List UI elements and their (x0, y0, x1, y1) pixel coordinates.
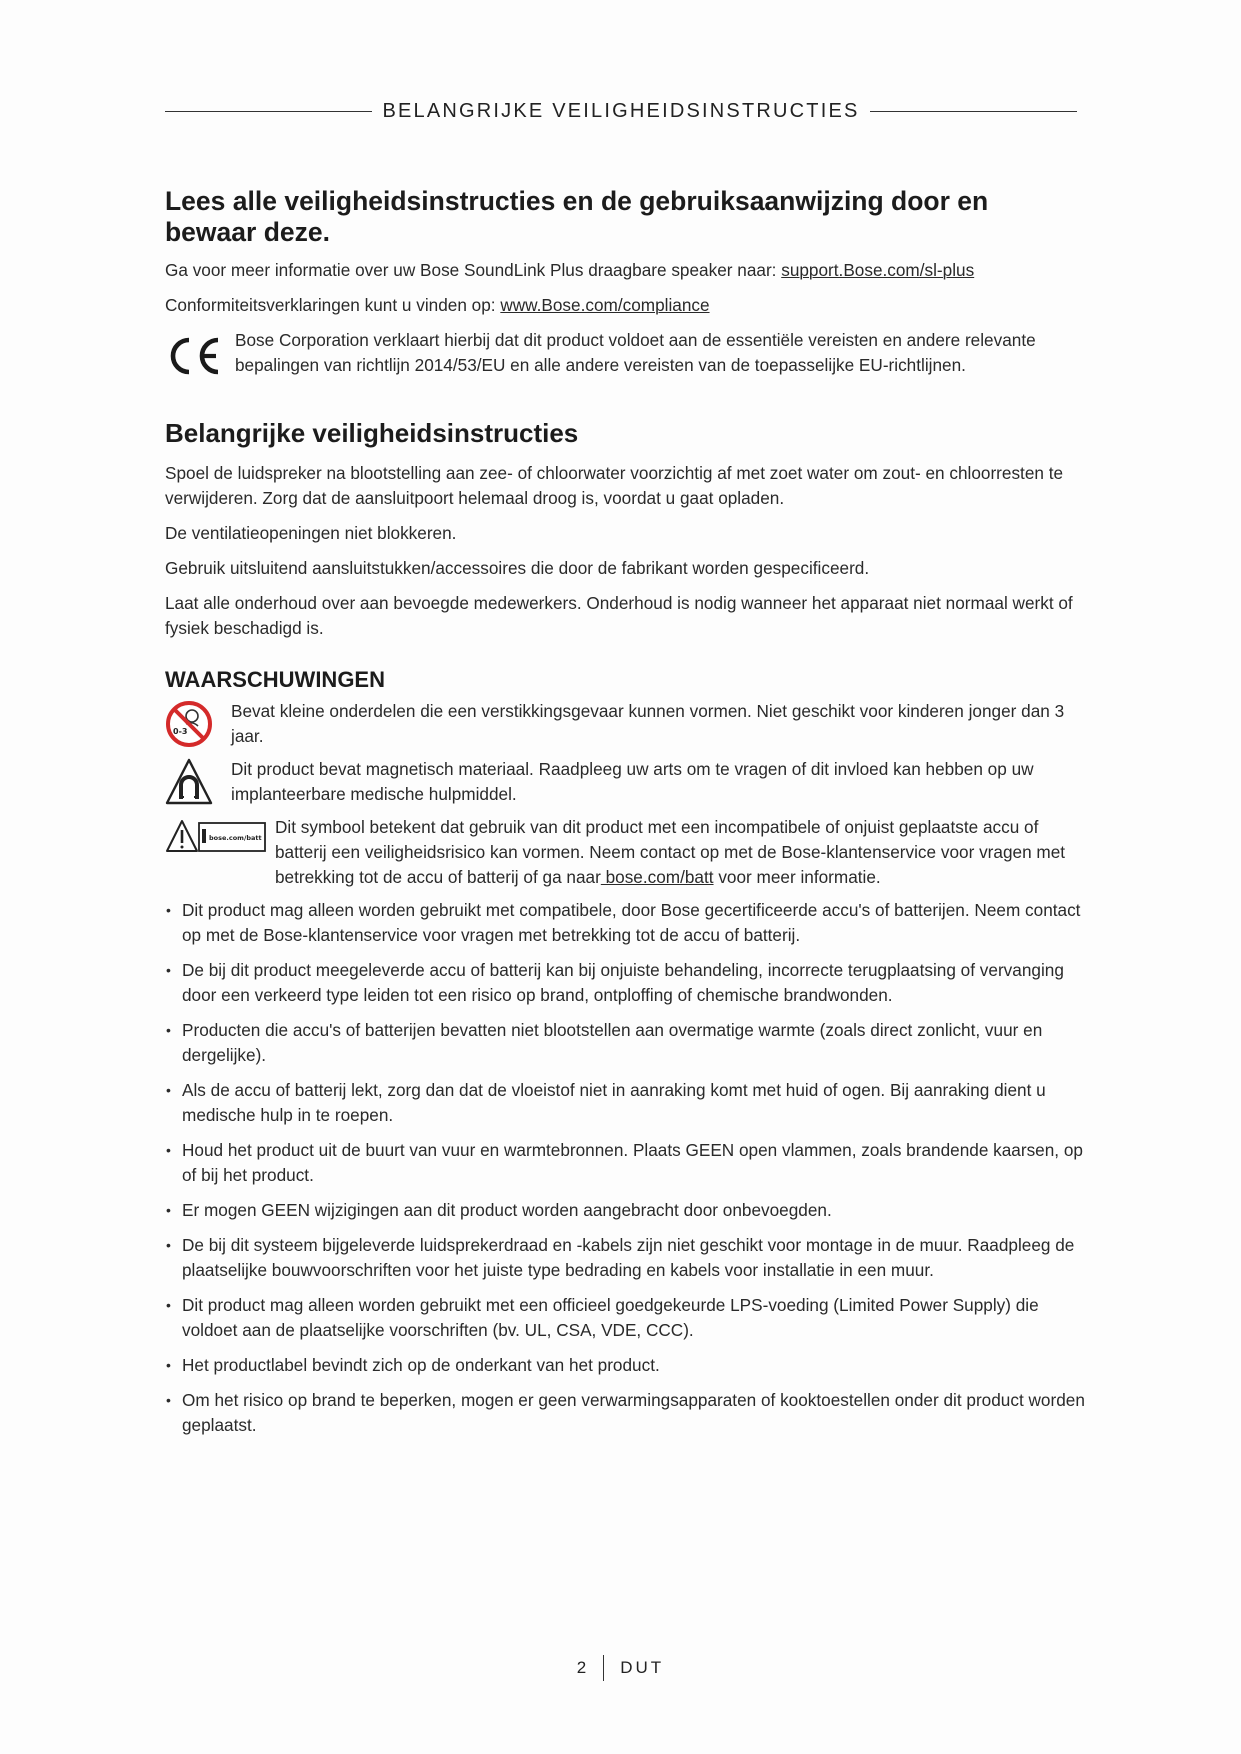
compliance-link[interactable]: www.Bose.com/compliance (500, 295, 710, 315)
page-header (165, 100, 1077, 123)
conformity-paragraph (165, 293, 1085, 318)
safety-heading: Belangrijke veiligheidsinstructies (165, 418, 579, 448)
choking-text: Bevat kleine onderdelen die een verstikkingsgevaar kunnen vormen. Niet geschikt voor kinderen jonger dan 3 jaar. (231, 701, 1065, 746)
header-title: BELANGRIJKE VEILIGHEIDSINSTRUCTIES (382, 100, 860, 122)
support-link[interactable]: support.Bose.com/sl-plus (781, 260, 975, 280)
list-item: • Houd het product uit de buurt van vuur en warmtebronnen. Plaats GEEN open vlammen, zoals brandende kaarsen, op of bij het product. (165, 1138, 1085, 1188)
battery-warning (165, 815, 1085, 890)
safety-paragraph-accessories: Gebruik uitsluitend aansluitstukken/accessoires die door de fabrikant worden gespecificeerd. (165, 558, 870, 578)
svg-text:bose.com/batt: bose.com/batt (209, 834, 262, 842)
warnings-heading: WAARSCHUWINGEN (165, 667, 385, 692)
info-text: Ga voor meer informatie over uw Bose SoundLink Plus draagbare speaker naar: (165, 260, 782, 280)
main-content (165, 186, 1085, 1448)
page-footer (0, 1655, 1241, 1681)
magnet-text: Dit product bevat magnetisch materiaal. Raadpleeg uw arts om te vragen of dit invloed kan hebben op uw implanteerbare medische hulpmiddel. (231, 759, 1034, 804)
battery-warning-icon (165, 815, 269, 859)
info-paragraph (165, 258, 1085, 283)
header-rule-left (165, 111, 372, 112)
list-item: • Dit product mag alleen worden gebruikt met compatibele, door Bose gecertificeerde accu's of batterijen. Neem contact op met de Bose-klantenservice voor vragen met betrekking tot de accu of batterij. (165, 898, 1085, 948)
conformity-text: Conformiteitsverklaringen kunt u vinden op: (165, 295, 501, 315)
footer-divider (603, 1655, 604, 1681)
warnings-list (165, 898, 1085, 1438)
magnet-warning-icon (165, 757, 217, 807)
list-item: • De bij dit systeem bijgeleverde luidsprekerdraad en -kabels zijn niet geschikt voor montage in de muur. Raadpleeg de plaatselijke bouwvoorschriften voor het juiste type bedrading en kabels voor installatie in een muur. (165, 1233, 1085, 1283)
ce-declaration (165, 328, 1085, 378)
ce-mark-icon (165, 334, 221, 378)
language-code: DUT (620, 1658, 665, 1677)
list-item: • De bij dit product meegeleverde accu of batterij kan bij onjuiste behandeling, incorrecte terugplaatsing of vervanging door een verkeerd type leiden tot een risico op brand, ontploffing of chemische brandwonden. (165, 958, 1085, 1008)
safety-paragraph-rinse: Spoel de luidspreker na blootstelling aan zee- of chloorwater voorzichtig af met zoet water om zout- en chloorresten te verwijderen. Zorg dat de aansluitpoort helemaal droog is, voordat u gaat opladen. (165, 463, 1064, 508)
list-item: • Dit product mag alleen worden gebruikt met een officieel goedgekeurde LPS-voeding (Limited Power Supply) die voldoet aan de plaatselijke voorschriften (bv. UL, CSA, VDE, CCC). (165, 1293, 1085, 1343)
list-item: • Er mogen GEEN wijzigingen aan dit product worden aangebracht door onbevoegden. (165, 1198, 1085, 1223)
intro-heading: Lees alle veiligheidsinstructies en de gebruiksaanwijzing door en bewaar deze. (165, 186, 989, 247)
header-rule-right (870, 111, 1077, 112)
ce-text: Bose Corporation verklaart hierbij dat dit product voldoet aan de essentiële vereisten en andere relevante bepalingen van richtlijn 2014/53/EU en alle andere vereisten van de toepasselijke EU-richtlijnen. (235, 330, 1036, 375)
battery-text (275, 815, 1085, 890)
list-item: • Als de accu of batterij lekt, zorg dan dat de vloeistof niet in aanraking komt met huid of ogen. Bij aanraking dient u medische hulp in te roepen. (165, 1078, 1085, 1128)
battery-text-before: Dit symbool betekent dat gebruik van dit product met een incompatibele of onjuist geplaatste accu of batterij een veiligheidsrisico kan vormen. Neem contact op met de Bose-klantenservice voor vragen met betrekking tot de accu of batterij of ga naar (275, 817, 1066, 887)
svg-text:0-3: 0-3 (173, 727, 188, 736)
choking-hazard-icon (165, 699, 217, 749)
list-item: • Het productlabel bevindt zich op de onderkant van het product. (165, 1353, 1085, 1378)
magnet-warning (165, 757, 1085, 807)
list-item: • Producten die accu's of batterijen bevatten niet blootstellen aan overmatige warmte (zoals direct zonlicht, vuur en dergelijke). (165, 1018, 1085, 1068)
safety-paragraph-ventilation: De ventilatieopeningen niet blokkeren. (165, 523, 457, 543)
battery-text-after: voor meer informatie. (713, 867, 881, 887)
page-number: 2 (576, 1658, 590, 1677)
choking-warning (165, 699, 1085, 749)
safety-paragraph-service: Laat alle onderhoud over aan bevoegde medewerkers. Onderhoud is nodig wanneer het apparaat niet normaal werkt of fysiek beschadigd is. (165, 593, 1073, 638)
batt-link[interactable]: bose.com/batt (600, 867, 714, 887)
list-item: • Om het risico op brand te beperken, mogen er geen verwarmingsapparaten of kooktoestellen onder dit product worden geplaatst. (165, 1388, 1085, 1438)
